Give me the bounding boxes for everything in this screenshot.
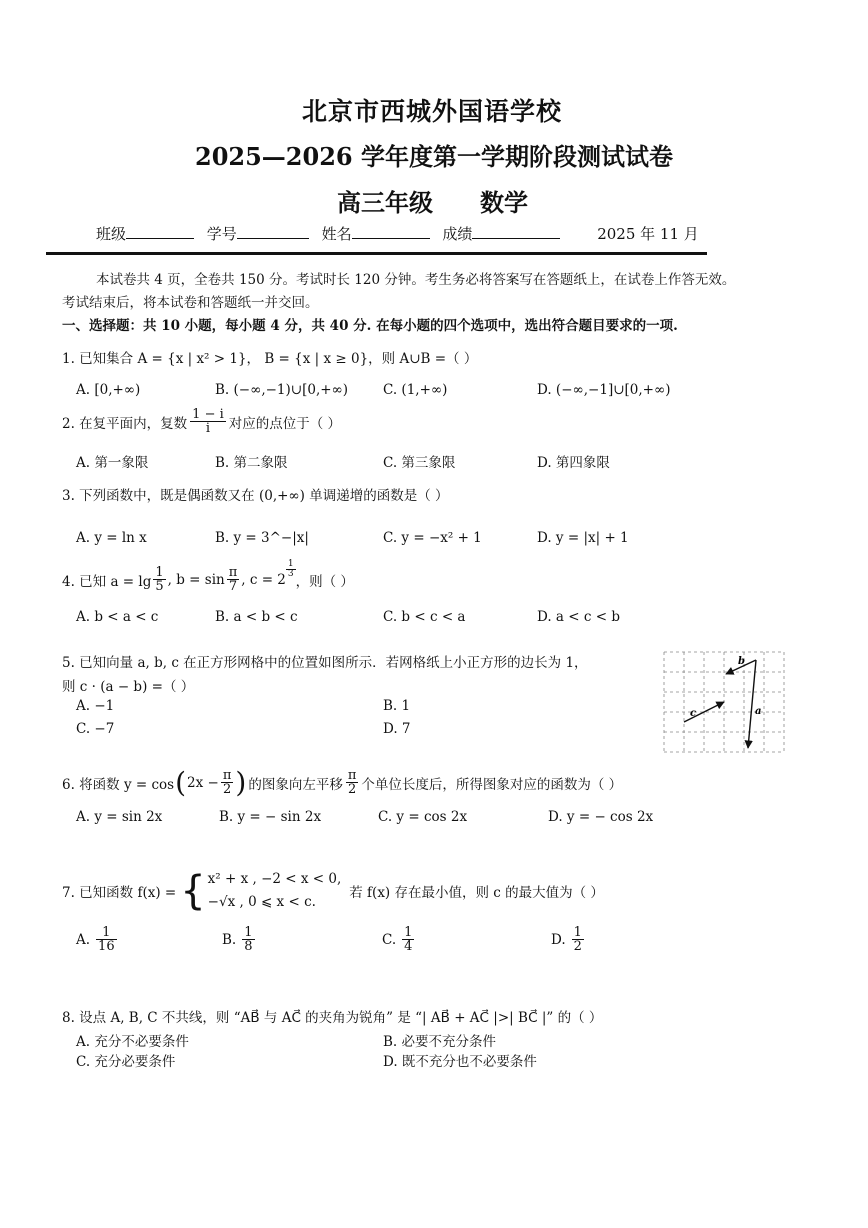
q6-option-c: C. y = cos 2x [378, 809, 468, 825]
q8-option-d: D. 既不充分也不必要条件 [383, 1054, 537, 1070]
q2-option-d: D. 第四象限 [537, 455, 610, 471]
class-label: 班级 [96, 225, 127, 243]
q6-option-b: B. y = − sin 2x [219, 809, 322, 825]
q4-frac-b [227, 566, 240, 593]
q7-a-den: 16 [98, 939, 115, 954]
q2-option-b: B. 第二象限 [215, 455, 288, 471]
score-blank[interactable] [472, 224, 560, 239]
q7-d-den: 2 [573, 939, 582, 954]
q4-mid1: , b = sin [167, 571, 225, 588]
header-rule [46, 252, 707, 255]
student-info-row [96, 223, 699, 244]
q8-option-b: B. 必要不充分条件 [383, 1034, 497, 1050]
q3-option-a: A. y = ln x [76, 530, 147, 546]
q2-frac-num: 1 − i [192, 407, 224, 422]
q2-frac-den: i [205, 421, 211, 436]
q4-frac-a-den: 5 [155, 579, 164, 594]
q4-exp-den: 3 [287, 569, 294, 579]
name-blank[interactable] [352, 224, 430, 239]
q3-option-d: D. y = |x| + 1 [537, 530, 629, 546]
q7-brace: { [180, 867, 206, 914]
q2-stem-post: 对应的点位于（ ） [228, 415, 342, 432]
q4-option-a: A. b < a < c [76, 609, 159, 625]
q6-stem-mid: 的图象向左平移 [248, 776, 343, 793]
q4-frac-b-den: 7 [228, 579, 238, 594]
q4-exponent [286, 560, 296, 579]
q7-b-den: 8 [244, 939, 253, 954]
q1-option-b: B. (−∞,−1)∪[0,+∞) [215, 382, 349, 398]
q2-option-a: A. 第一象限 [76, 455, 149, 471]
id-label: 学号 [206, 225, 237, 243]
q7-option-d [551, 926, 584, 953]
q1-stem: 1. 已知集合 A = {x | x² > 1}， B = {x | x ≥ 0}，则 A∪B =（ ） [62, 351, 478, 367]
q7-case-2: −√x , 0 ⩽ x < c. [207, 893, 316, 910]
class-blank[interactable] [126, 224, 194, 239]
exam-date: 2025 年 11 月 [597, 225, 699, 243]
q7-option-b [222, 926, 255, 953]
q6-frac-shift-num: π [347, 768, 357, 783]
q4-mid2: , c = 2 [241, 571, 286, 588]
q3-option-c: C. y = −x² + 1 [383, 530, 482, 546]
q4-frac-b-num: π [228, 565, 238, 580]
vector-a [748, 660, 756, 748]
q7-stem-post: 若 f(x) 存在最小值，则 c 的最大值为（ ） [349, 884, 604, 901]
q6-stem-pre: 6. 将函数 y = cos [62, 776, 175, 793]
q6-frac-inner-den: 2 [222, 782, 232, 797]
q6-paren-right: ) [235, 766, 247, 799]
label-a: a [755, 706, 762, 717]
q4-stem-pre: 4. 已知 a = lg [62, 573, 152, 590]
q6-frac-shift [346, 769, 359, 796]
q4-frac-a [153, 566, 165, 593]
q7-b-num: 1 [244, 925, 253, 940]
q6-frac-shift-den: 2 [347, 782, 357, 797]
id-blank[interactable] [237, 224, 309, 239]
q5-option-c: C. −7 [76, 721, 115, 737]
label-c: c [690, 708, 697, 719]
q6-stem-post: 个单位长度后，所得图象对应的函数为（ ） [361, 776, 623, 793]
q1-option-a: A. [0,+∞) [76, 382, 141, 398]
q7-cases [208, 868, 342, 914]
q5-stem: 5. 已知向量 a, b, c 在正方形网格中的位置如图所示．若网格纸上小正方形的边长为 1， [62, 655, 588, 671]
q2-stem [62, 408, 341, 435]
name-label: 姓名 [321, 225, 352, 243]
q7-c-den: 4 [404, 939, 413, 954]
intro-line-2: 考试结束后，将本试卷和答题纸一并交回。 [62, 295, 319, 311]
intro-line-1: 本试卷共 4 页，全卷共 150 分。考试时长 120 分钟。考生务必将答案写在答题纸上，在试卷上作答无效。 [96, 272, 736, 288]
q7-option-d-label: D. [551, 931, 566, 948]
q7-a-num: 1 [96, 926, 117, 940]
q7-c-num: 1 [404, 925, 413, 940]
q6-option-d: D. y = − cos 2x [548, 809, 654, 825]
score-label: 成绩 [442, 225, 473, 243]
q7-case-1: x² + x , −2 < x < 0, [207, 871, 342, 887]
q5-option-b: B. 1 [383, 698, 411, 714]
q7-option-c-frac [402, 926, 414, 953]
q7-option-c [382, 926, 414, 953]
grade: 高三年级 [337, 188, 433, 217]
q2-fraction [190, 408, 226, 435]
q6-frac-inner [221, 769, 234, 796]
q8-stem: 8. 设点 A, B, C 不共线，则 “AB⃗ 与 AC⃗ 的夹角为锐角” 是 “| AB⃗ + AC⃗ |>| BC⃗ |” 的（ ） [62, 1010, 603, 1026]
q1-option-d: D. (−∞,−1]∪[0,+∞) [537, 382, 671, 398]
q1-option-c: C. (1,+∞) [383, 382, 448, 398]
q4-exp-num: 1 [287, 559, 294, 569]
q2-option-c: C. 第三象限 [383, 455, 456, 471]
q6-frac-inner-num: π [222, 768, 232, 783]
q3-option-b: B. y = 3^−|x| [215, 530, 309, 546]
q4-stem-post: ，则（ ） [295, 573, 354, 590]
school-name: 北京市西城外国语学校 [302, 97, 563, 126]
q5-option-d: D. 7 [383, 721, 411, 737]
q7-option-b-frac [242, 926, 254, 953]
subject: 数学 [480, 188, 528, 217]
q5-vector-figure [662, 650, 786, 754]
q7-option-d-frac [572, 926, 584, 953]
q7-option-a-frac [96, 926, 117, 953]
exam-title: 2025—2026 学年度第一学期阶段测试试卷 [195, 142, 673, 171]
q2-stem-pre: 2. 在复平面内，复数 [62, 415, 188, 432]
q5-stem-2: 则 c · (a − b) =（ ） [62, 679, 195, 695]
q4-stem [62, 559, 354, 594]
q7-d-num: 1 [573, 925, 582, 940]
q8-option-c: C. 充分必要条件 [76, 1054, 176, 1070]
q4-option-d: D. a < c < b [537, 609, 620, 625]
q6-paren-inner: 2x − [187, 774, 219, 791]
q7-stem-pre: 7. 已知函数 f(x) = [62, 884, 177, 901]
q5-option-a: A. −1 [76, 698, 115, 714]
q3-stem: 3. 下列函数中，既是偶函数又在 (0,+∞) 单调递增的函数是（ ） [62, 488, 449, 504]
q7-stem [62, 868, 604, 914]
q6-option-a: A. y = sin 2x [76, 809, 163, 825]
q7-option-a-label: A. [76, 931, 91, 948]
label-b: b [738, 656, 745, 667]
q4-option-c: C. b < c < a [383, 609, 466, 625]
section-1-title: 一、选择题：共 10 小题，每小题 4 分，共 40 分. 在每小题的四个选项中，选出符合题目要求的一项. [62, 318, 678, 334]
q7-option-b-label: B. [222, 931, 237, 948]
q4-option-b: B. a < b < c [215, 609, 298, 625]
q4-frac-a-num: 1 [155, 565, 164, 580]
q6-stem [62, 766, 622, 799]
q6-paren-left: ( [175, 766, 187, 799]
q7-option-a [76, 926, 117, 953]
q7-option-c-label: C. [382, 931, 397, 948]
q8-option-a: A. 充分不必要条件 [76, 1034, 189, 1050]
